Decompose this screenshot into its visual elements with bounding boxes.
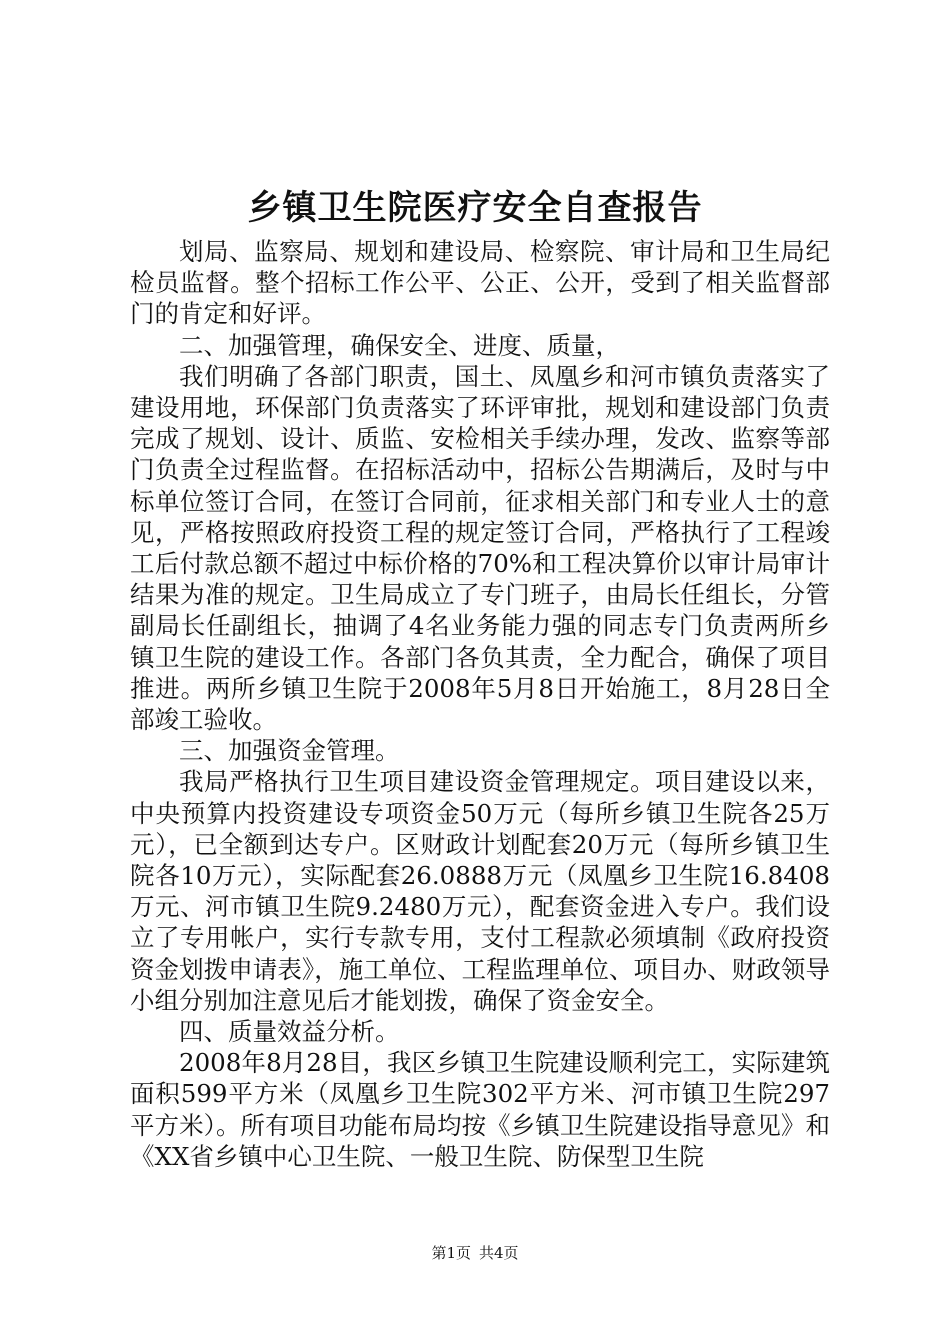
page-footer <box>0 1243 950 1263</box>
page-total: 共4页 <box>479 1244 519 1262</box>
document-title: 乡镇卫生院医疗安全自查报告 <box>247 188 703 228</box>
paragraph: 我局严格执行卫生项目建设资金管理规定。项目建设以来，中央预算内投资建设专项资金50万元（每所乡镇卫生院各25万元），已全额到达专户。区财政计划配套20万元（每所乡镇卫生院各10万元），实际配套26.0888万元（凤凰乡卫生院16.8408万元、河市镇卫生院9.2480万元），配套资金进入专户。我们设立了专用帐户，实行专款专用，支付工程款必须填制《政府投资资金划拨申请表》，施工单位、工程监理单位、项目办、财政领导小组分别加注意见后才能划拨，确保了资金安全。 <box>130 767 830 1015</box>
paragraph: 我们明确了各部门职责，国土、凤凰乡和河市镇负责落实了建设用地，环保部门负责落实了环评审批，规划和建设部门负责完成了规划、设计、质监、安检相关手续办理，发改、监察等部门负责全过程监督。在招标活动中，招标公告期满后，及时与中标单位签订合同，在签订合同前，征求相关部门和专业人士的意见，严格按照政府投资工程的规定签订合同，严格执行了工程竣工后付款总额不超过中标价格的70%和工程决算价以审计局审计结果为准的规定。卫生局成立了专门班子，由局长任组长，分管副局长任副组长，抽调了4名业务能力强的同志专门负责两所乡镇卫生院的建设工作。各部门各负其责，全力配合，确保了项目推进。两所乡镇卫生院于2008年5月8日开始施工，8月28日全部竣工验收。 <box>130 361 830 735</box>
paragraph: 2008年8月28目，我区乡镇卫生院建设顺利完工，实际建筑面积599平方米（凤凰乡卫生院302平方米、河市镇卫生院297平方米）。所有项目功能布局均按《乡镇卫生院建设指导意见》和《XX省乡镇中心卫生院、一般卫生院、防保型卫生院 <box>130 1048 830 1171</box>
section-heading: 四、质量效益分析。 <box>179 1017 400 1047</box>
paragraph: 划局、监察局、规划和建设局、检察院、审计局和卫生局纪检员监督。整个招标工作公平、公正、公开，受到了相关监督部门的肯定和好评。 <box>130 237 830 329</box>
section-heading: 三、加强资金管理。 <box>179 736 400 766</box>
page-number: 第1页 <box>431 1244 471 1262</box>
document-body <box>130 236 830 1172</box>
section-heading: 二、加强管理，确保安全、进度、质量， <box>179 330 620 360</box>
